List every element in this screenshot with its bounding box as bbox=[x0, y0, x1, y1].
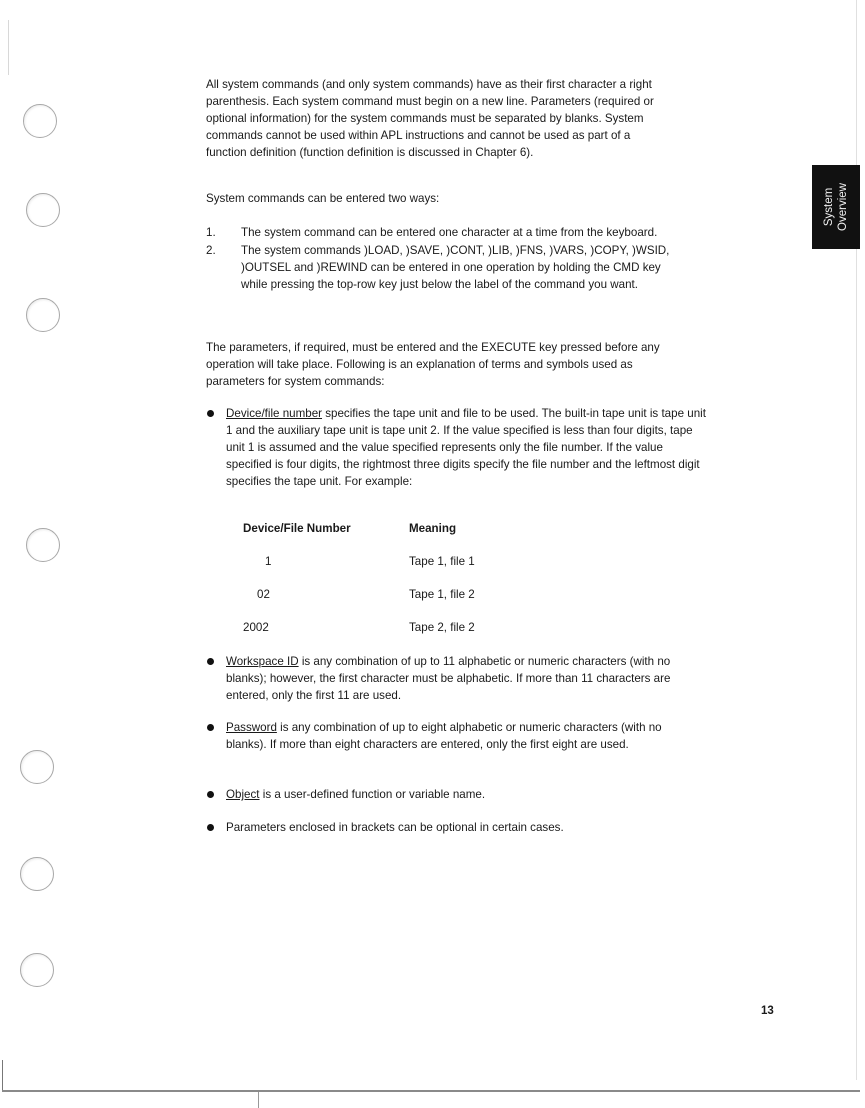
bullet-password bbox=[206, 719, 702, 753]
bullet-text: is a user-defined function or variable name. bbox=[259, 788, 486, 801]
ways-intro: System commands can be entered two ways: bbox=[206, 192, 440, 205]
binder-hole bbox=[26, 528, 60, 562]
list-text: The system command can be entered one character at a time from the keyboard. bbox=[241, 226, 658, 239]
section-tab-line1: System bbox=[823, 187, 835, 227]
bullet-icon bbox=[207, 658, 214, 665]
bullet-workspace-id bbox=[206, 653, 712, 704]
list-number: 1. bbox=[206, 226, 216, 239]
bullet-icon bbox=[207, 791, 214, 798]
table-cell-meaning: Tape 2, file 2 bbox=[409, 621, 475, 634]
bullet-text: is any combination of up to eight alphabetic or numeric characters (with no blanks). If more than eight characters are entered, only the first eight are used. bbox=[226, 721, 662, 751]
binder-hole bbox=[26, 193, 60, 227]
term-password: Password bbox=[226, 721, 277, 734]
page-bottom-edge bbox=[2, 1090, 860, 1092]
section-tab bbox=[812, 165, 860, 249]
list-number: 2. bbox=[206, 244, 216, 257]
bullet-brackets bbox=[206, 819, 696, 836]
bullet-text: is any combination of up to 11 alphabetic or numeric characters (with no blanks); however, the first character must be alphabetic. If more than 11 characters are entered, only the first 11 are used. bbox=[226, 655, 671, 702]
table-cell-number: 2002 bbox=[243, 621, 269, 634]
binder-hole bbox=[20, 857, 54, 891]
term-device-file-number: Device/file number bbox=[226, 407, 323, 420]
bullet-icon bbox=[207, 724, 214, 731]
bullet-icon bbox=[207, 824, 214, 831]
binder-hole bbox=[26, 298, 60, 332]
page-edge-mark bbox=[258, 1092, 259, 1108]
table-cell-meaning: Tape 1, file 1 bbox=[409, 555, 475, 568]
binder-hole bbox=[23, 104, 57, 138]
parameters-paragraph: The parameters, if required, must be entered and the EXECUTE key pressed before any operation will take place. Following is an explanation of terms and symbols used as parameters for system commands: bbox=[206, 341, 660, 388]
page-number: 13 bbox=[761, 1005, 774, 1017]
term-workspace-id: Workspace ID bbox=[226, 655, 299, 668]
table-cell-meaning: Tape 1, file 2 bbox=[409, 588, 475, 601]
bullet-text: Parameters enclosed in brackets can be optional in certain cases. bbox=[226, 821, 564, 834]
term-object: Object bbox=[226, 788, 260, 801]
page-edge-mark bbox=[2, 1060, 3, 1090]
table-header-meaning: Meaning bbox=[409, 522, 457, 535]
table-cell-number: 02 bbox=[257, 588, 270, 601]
intro-paragraph: All system commands (and only system commands) have as their first character a right parenthesis. Each system command must begin on a new line. Parameters (required or optional information) for the system commands must be separated by blanks. System commands cannot be used within APL instructions and cannot be used as part of a function definition (function definition is discussed in Chapter 6). bbox=[206, 78, 654, 159]
list-item bbox=[206, 242, 688, 293]
page-edge-mark bbox=[8, 20, 9, 75]
table-cell-number: 1 bbox=[265, 555, 272, 568]
table-header-device-file-number: Device/File Number bbox=[243, 522, 351, 535]
binder-hole bbox=[20, 953, 54, 987]
bullet-object bbox=[206, 786, 696, 803]
page-edge-right bbox=[856, 0, 857, 1080]
bullet-text: specifies the tape unit and file to be used. The built-in tape unit is tape unit 1 and the auxiliary tape unit is tape unit 2. If the value specified is less than four digits, tape unit 1 is assumed and the value specified represents only the file number. If the value specified is four digits, the rightmost three digits specify the file number and the leftmost digit specifies the tape unit. For example: bbox=[226, 407, 706, 488]
section-tab-line2: Overview bbox=[837, 183, 849, 231]
bullet-icon bbox=[207, 410, 214, 417]
ways-list bbox=[206, 224, 688, 295]
list-text: The system commands )LOAD, )SAVE, )CONT, )LIB, )FNS, )VARS, )COPY, )WSID, )OUTSEL and )REWIND can be entered in one operation by holding the CMD key while pressing the top-row key just below the label of the command you want. bbox=[241, 244, 670, 291]
binder-hole bbox=[20, 750, 54, 784]
list-item bbox=[206, 224, 688, 241]
bullet-device-file-number bbox=[206, 405, 706, 490]
